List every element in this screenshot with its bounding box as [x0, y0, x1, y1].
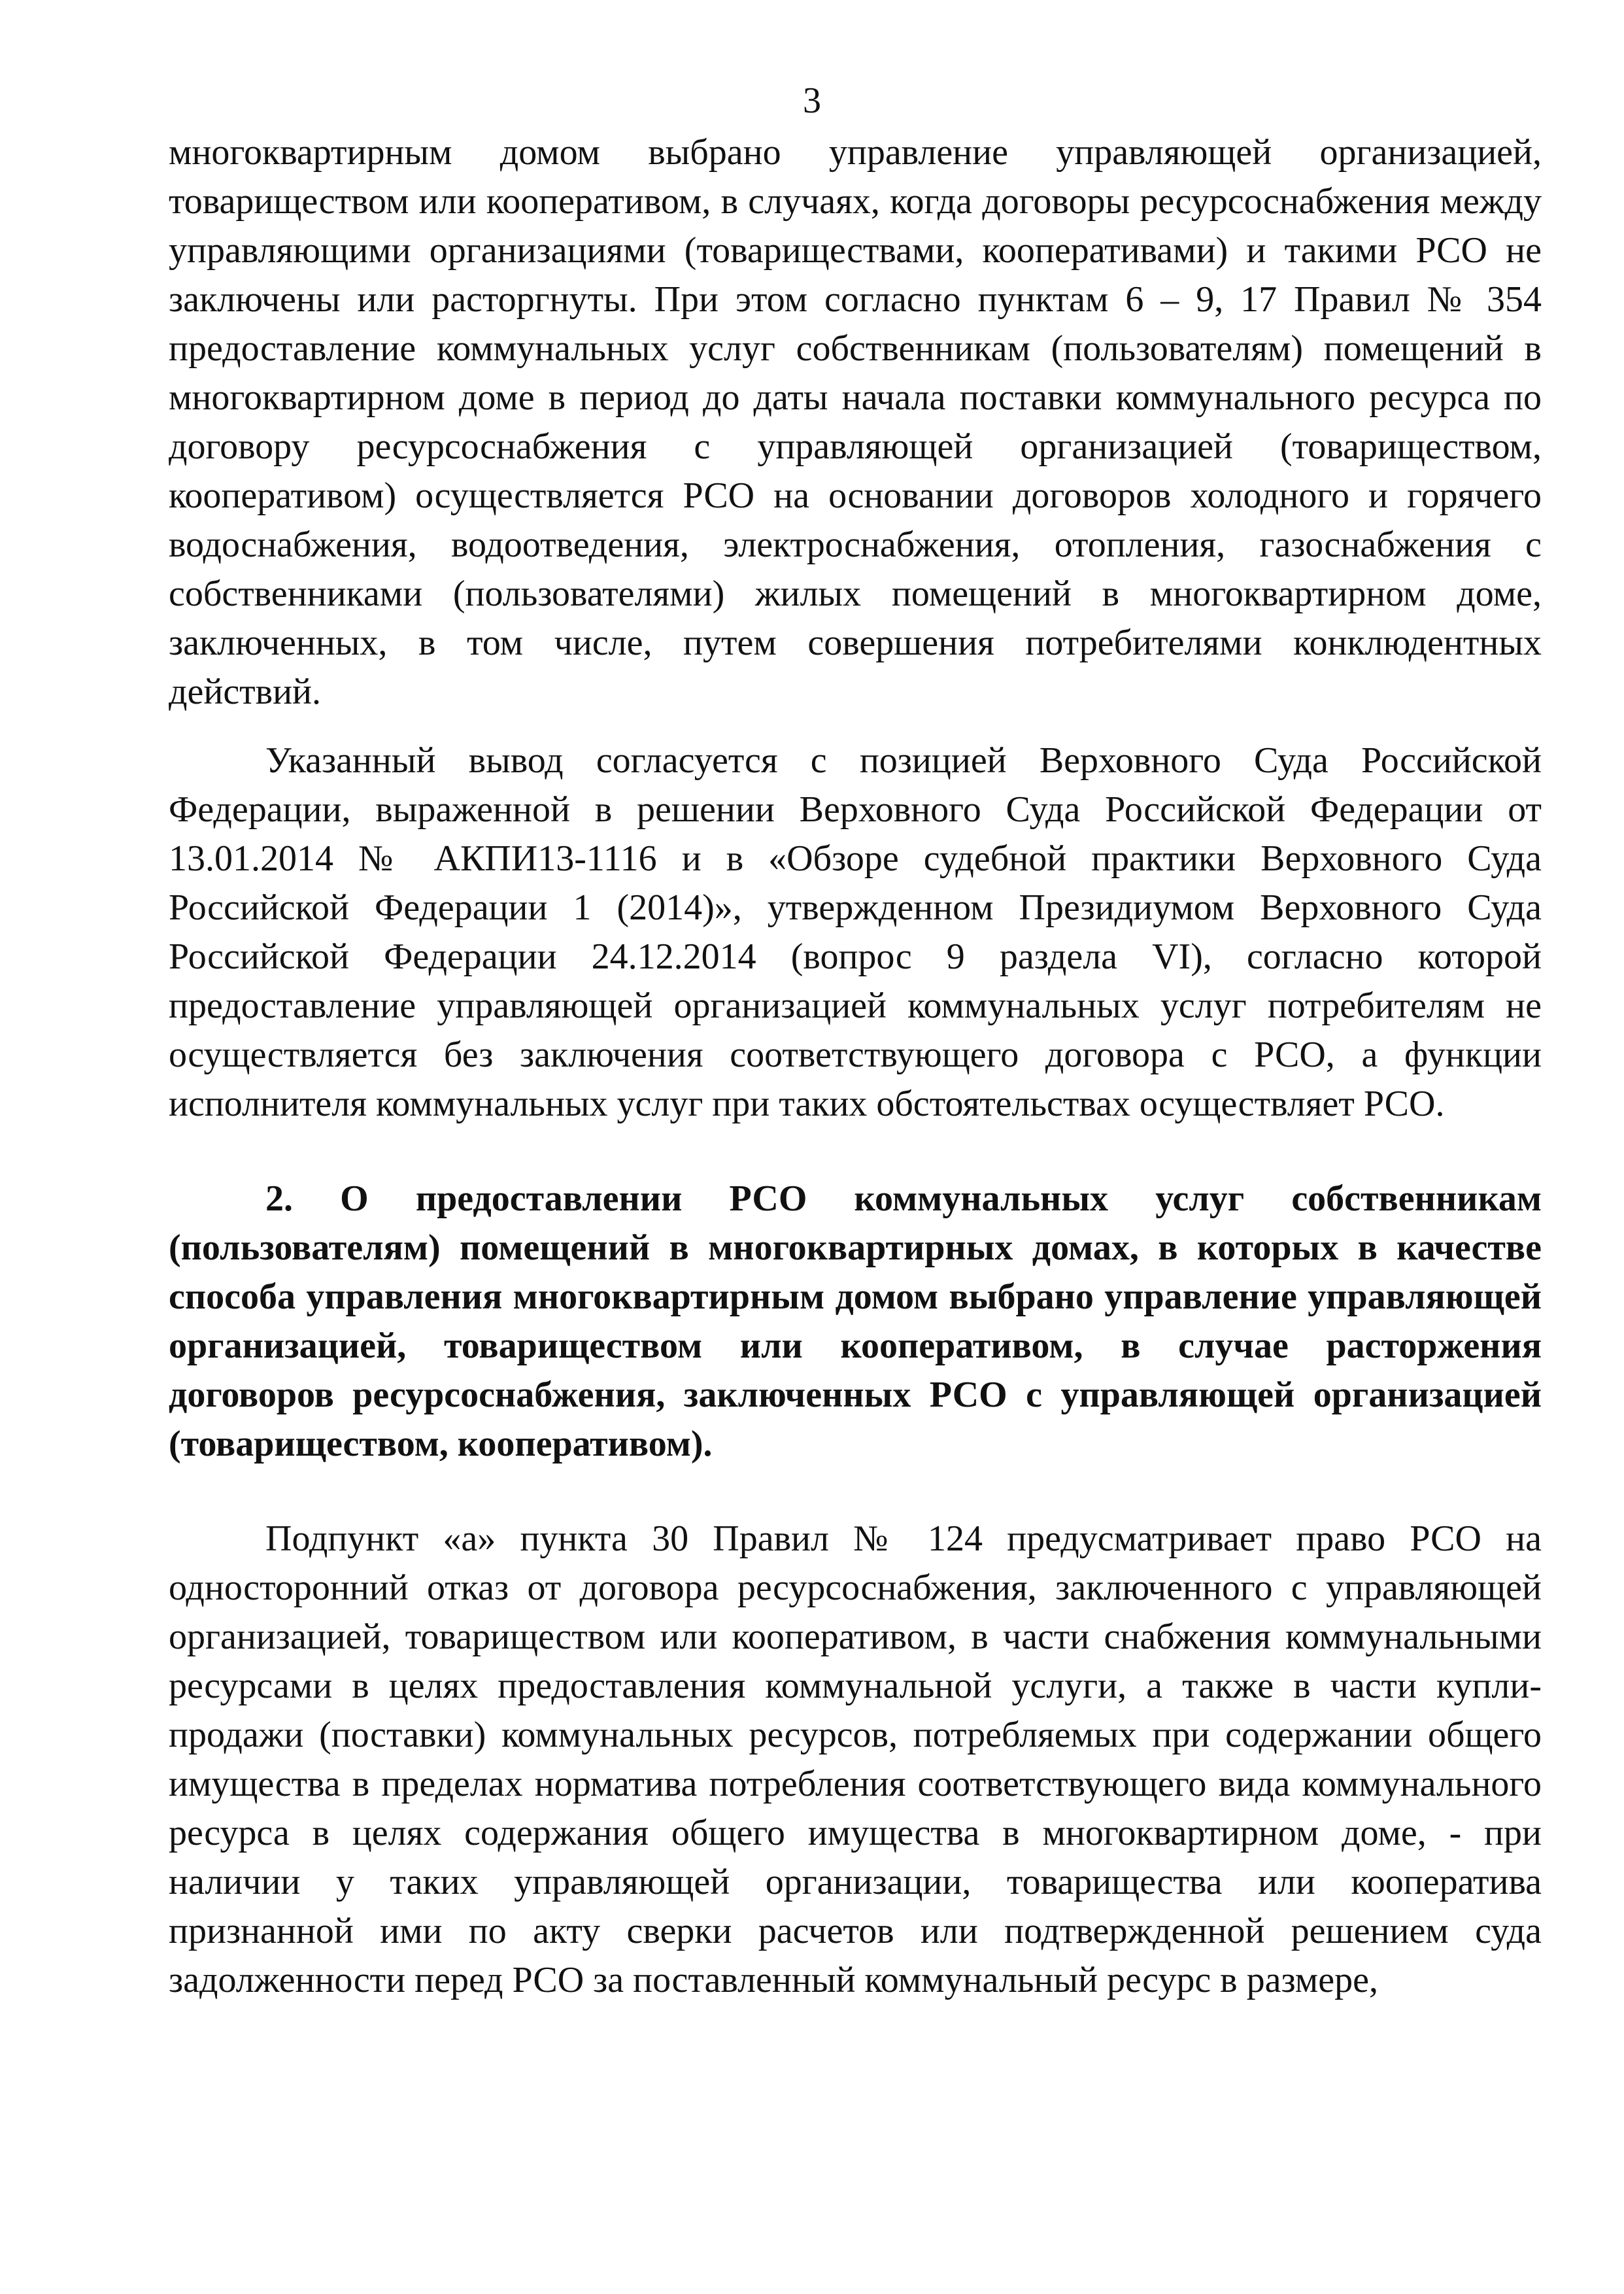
paragraph-text: многоквартирным домом выбрано управление управляющей организацией, товариществом или кооперативом, в случаях, когда договоры ресурсоснабжения между управляющими организациями (товариществами, кооперативами) и такими РСО не заключены или расторгнуты. При этом согласно пунктам 6 – 9, 17 Правил № 354 предоставление коммунальных услуг собственникам (пользователям) помещений в многоквартирном доме в период до даты начала поставки коммунального ресурса по договору ресурсоснабжения с управляющей организацией (товариществом, кооперативом) осуществляется РСО на основании договоров холодного и горячего водоснабжения, водоотведения, электроснабжения, отопления, газоснабжения с собственниками (пользователями) жилых помещений в многоквартирном доме, заключенных, в том числе, путем совершения потребителями конклюдентных действий.	[169, 132, 1542, 712]
section-heading-2	[169, 1174, 1542, 1469]
paragraph-continuation	[169, 128, 1542, 717]
page-number: 3	[803, 80, 821, 121]
paragraph-text: Указанный вывод согласуется с позицией Верховного Суда Российской Федерации, выраженной в решении Верховного Суда Российской Федерации от 13.01.2014 № АКПИ13-1116 и в «Обзоре судебной практики Верховного Суда Российской Федерации 1 (2014)», утвержденном Президиумом Верховного Суда Российской Федерации 24.12.2014 (вопрос 9 раздела VI), согласно которой предоставление управляющей организацией коммунальных услуг потребителям не осуществляется без заключения соответствующего договора с РСО, а функции исполнителя коммунальных услуг при таких обстоятельствах осуществляет РСО.	[169, 740, 1542, 1124]
paragraph-supreme-court-position	[169, 736, 1542, 1129]
section-heading-text: 2. О предоставлении РСО коммунальных услуг собственникам (пользователям) помещений в многоквартирных домах, в которых в качестве способа управления многоквартирным домом выбрано управление управляющей организацией, товариществом или кооперативом, в случае расторжения договоров ресурсоснабжения, заключенных РСО с управляющей организацией (товариществом, кооперативом).	[169, 1178, 1542, 1464]
paragraph-text: Подпункт «а» пункта 30 Правил № 124 предусматривает право РСО на односторонний отказ от договора ресурсоснабжения, заключенного с управляющей организацией, товариществом или кооперативом, в части снабжения коммунальными ресурсами в целях предоставления коммунальной услуги, а также в части купли-продажи (поставки) коммунальных ресурсов, потребляемых при содержании общего имущества в пределах норматива потребления соответствующего вида коммунального ресурса в целях содержания общего имущества в многоквартирном доме, - при наличии у таких управляющей организации, товарищества или кооператива признанной ими по акту сверки расчетов или подтвержденной решением суда задолженности перед РСО за поставленный коммунальный ресурс в размере,	[169, 1518, 1542, 2000]
paragraph-subclause-a	[169, 1515, 1542, 2005]
